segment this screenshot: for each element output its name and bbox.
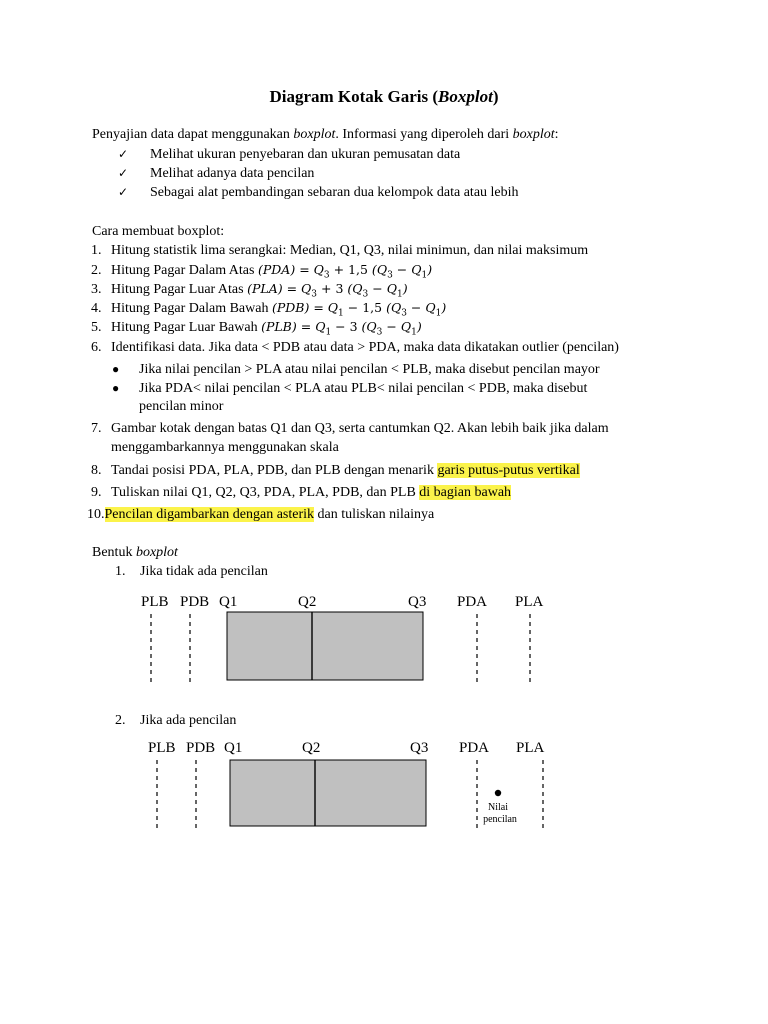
outlier-marker: [495, 790, 501, 796]
step-item: 2. Hitung Pagar Dalam Atas $(PDA) = Q_3 + 1,5$ $(Q_3 - Q_1)$: [91, 262, 433, 281]
check-item: ✓ Sebagai alat pembandingan sebaran dua kelompok data atau lebih: [118, 185, 519, 200]
step-item: 4. Hitung Pagar Dalam Bawah $(PDB) = Q_1 - 1,5$ $(Q_3 - Q_1)$: [91, 300, 447, 319]
step-continuation: menggambarkannya menggunakan skala: [111, 440, 339, 455]
highlighted-text: garis putus-putus vertikal: [437, 463, 580, 478]
bullet-icon: ●: [112, 381, 120, 395]
label-q3: Q3: [408, 594, 427, 610]
intro-paragraph: Penyajian data dapat menggunakan boxplot. Informasi yang diperoleh dari boxplot:: [92, 127, 559, 142]
check-icon: ✓: [118, 166, 129, 180]
box: [227, 612, 423, 680]
label-pda: PDA: [459, 740, 490, 756]
step-item: 3. Hitung Pagar Luar Atas $(PLA) = Q_3 + 3$ $(Q_3 - Q_1)$: [91, 281, 408, 300]
label-q1: Q1: [224, 740, 243, 756]
section-heading: Cara membuat boxplot:: [92, 224, 225, 239]
label-plb: PLB: [141, 594, 169, 610]
step-item: 7. Gambar kotak dengan batas Q1 dan Q3, serta cantumkan Q2. Akan lebih baik jika dalam: [91, 421, 609, 436]
label-q1: Q1: [219, 594, 238, 610]
label-plb: PLB: [148, 740, 176, 756]
section-heading: Bentuk boxplot: [92, 545, 178, 560]
highlighted-text: di bagian bawah: [419, 485, 512, 500]
case-item: 1. Jika tidak ada pencilan: [115, 564, 268, 579]
step-item: 10.Pencilan digambarkan dengan asterik dan tuliskan nilainya: [87, 507, 435, 522]
check-item: ✓ Melihat ukuran penyebaran dan ukuran pemusatan data: [118, 147, 461, 162]
step-item: 6. Identifikasi data. Jika data < PDB atau data > PDA, maka data dikatakan outlier (pencilan): [91, 340, 619, 355]
step-item: 5. Hitung Pagar Luar Bawah $(PLB) = Q_1 - 3$ $(Q_3 - Q_1)$: [91, 319, 422, 338]
check-icon: ✓: [118, 147, 129, 161]
label-pla: PLA: [516, 740, 545, 756]
check-item: ✓ Melihat adanya data pencilan: [118, 166, 315, 181]
label-q3: Q3: [410, 740, 429, 756]
page-title: Diagram Kotak Garis (Boxplot): [269, 87, 499, 106]
case-item: 2. Jika ada pencilan: [115, 713, 237, 728]
bullet-icon: ●: [112, 362, 120, 376]
boxplot-with-outlier: [148, 740, 545, 828]
outlier-label: pencilan: [483, 814, 517, 825]
step-item: 8. Tandai posisi PDA, PLA, PDB, dan PLB dengan menarik garis putus-putus vertikal: [91, 463, 580, 478]
label-pdb: PDB: [186, 740, 216, 756]
check-icon: ✓: [118, 185, 129, 199]
label-pda: PDA: [457, 594, 488, 610]
box: [230, 760, 426, 826]
bullet-continuation: pencilan minor: [139, 399, 224, 414]
label-q2: Q2: [302, 740, 321, 756]
label-pla: PLA: [515, 594, 544, 610]
boxplot-no-outlier: [141, 594, 544, 682]
label-pdb: PDB: [180, 594, 210, 610]
outlier-label: Nilai: [488, 802, 508, 813]
step-item: 1. Hitung statistik lima serangkai: Median, Q1, Q3, nilai minimun, dan nilai maksimum: [91, 243, 589, 258]
bullet-item: ● Jika PDA< nilai pencilan < PLA atau PLB< nilai pencilan < PDB, maka disebut: [112, 381, 588, 396]
step-item: 9. Tuliskan nilai Q1, Q2, Q3, PDA, PLA, PDB, dan PLB di bagian bawah: [91, 485, 512, 500]
bullet-item: ● Jika nilai pencilan > PLA atau nilai pencilan < PLB, maka disebut pencilan mayor: [112, 362, 600, 377]
highlighted-text: Pencilan digambarkan dengan asterik: [104, 507, 315, 522]
label-q2: Q2: [298, 594, 317, 610]
